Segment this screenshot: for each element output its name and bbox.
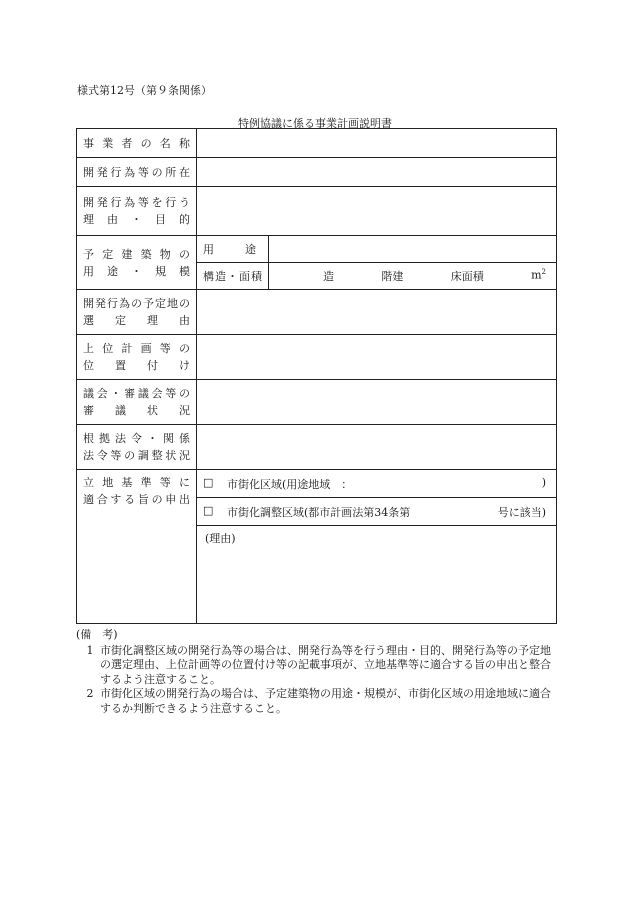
- field-site-selection[interactable]: [197, 290, 557, 335]
- row-laws: [77, 425, 557, 470]
- label-location: 開発行為等の所在: [77, 158, 197, 187]
- remark-item: [76, 644, 556, 688]
- reason-label: (理由): [205, 532, 236, 545]
- row-planned-building-use: [77, 236, 557, 263]
- row-council: [77, 380, 557, 425]
- remark-number: 1: [86, 643, 94, 657]
- remark-text: 市街化調整区域の開発行為等の場合は、開発行為等を行う理由・目的、開発行為等の予定地の選定理由、上位計画等の位置付け等の記載事項が、立地基準等に適合する旨の申出と整合するよう注意すること。: [100, 643, 551, 686]
- label-structure-area: 構造・面積: [197, 263, 269, 290]
- remark-text: 市街化区域の開発行為の場合は、予定建築物の用途・規模が、市街化区域の用途地域に適合するか判断できるよう注意すること。: [100, 687, 551, 715]
- document-title: 特例協議に係る事業計画説明書: [238, 117, 392, 130]
- option-urbanization-control-area-text: 市街化調整区域(都市計画法第34条第: [227, 505, 411, 519]
- field-location[interactable]: [197, 158, 557, 187]
- label-council: 議会・審議会等の 審議状況: [77, 380, 197, 425]
- remark-item: [76, 687, 556, 716]
- label-location-standard: 立地基準等に 適合する旨の申出: [77, 470, 197, 624]
- label-site-selection: 開発行為の予定地の 選定理由: [77, 290, 197, 335]
- option-urbanization-area-close: ): [541, 475, 546, 489]
- option-urbanization-control-area-tail: 号に該当): [497, 505, 546, 519]
- form-number: 様式第12号（第９条関係）: [77, 84, 212, 97]
- row-location-standard-1: [77, 470, 557, 498]
- checkbox-urbanization-control-area[interactable]: □: [203, 503, 214, 517]
- field-council[interactable]: [197, 380, 557, 425]
- row-location: [77, 158, 557, 187]
- row-reason-purpose: [77, 187, 557, 236]
- field-higher-plan[interactable]: [197, 335, 557, 380]
- field-structure-area[interactable]: [269, 263, 557, 290]
- remarks: [76, 628, 556, 717]
- label-planned-building: 予定建築物の 用途・規模: [77, 236, 197, 290]
- label-laws: 根拠法令・関係 法令等の調整状況: [77, 425, 197, 470]
- area-unit: $m^2$: [531, 268, 546, 282]
- option-urbanization-area-text: 市街化区域(用途地域 ：: [227, 477, 353, 491]
- field-location-standard-reason[interactable]: [197, 526, 557, 624]
- option-urbanization-area[interactable]: [197, 470, 557, 498]
- label-higher-plan: 上位計画等の 位置付け: [77, 335, 197, 380]
- label-reason-purpose: 開発行為等を行う 理由・目的: [77, 187, 197, 236]
- field-use[interactable]: [269, 236, 557, 263]
- label-business-name: 事業者の名称: [77, 129, 197, 158]
- checkbox-urbanization-area[interactable]: □: [203, 475, 214, 489]
- row-business-name: [77, 129, 557, 158]
- remarks-heading: (備 考): [76, 628, 118, 641]
- floors-text: 階建: [381, 270, 404, 283]
- structure-text: 造: [323, 270, 334, 283]
- row-site-selection: [77, 290, 557, 335]
- row-higher-plan: [77, 335, 557, 380]
- option-urbanization-control-area[interactable]: [197, 498, 557, 526]
- field-laws[interactable]: [197, 425, 557, 470]
- field-reason-purpose[interactable]: [197, 187, 557, 236]
- plan-form-table: [76, 128, 557, 624]
- floor-area-text: 床面積: [450, 270, 484, 283]
- field-business-name[interactable]: [197, 129, 557, 158]
- label-use: 用途: [197, 236, 269, 263]
- remark-number: 2: [86, 687, 94, 701]
